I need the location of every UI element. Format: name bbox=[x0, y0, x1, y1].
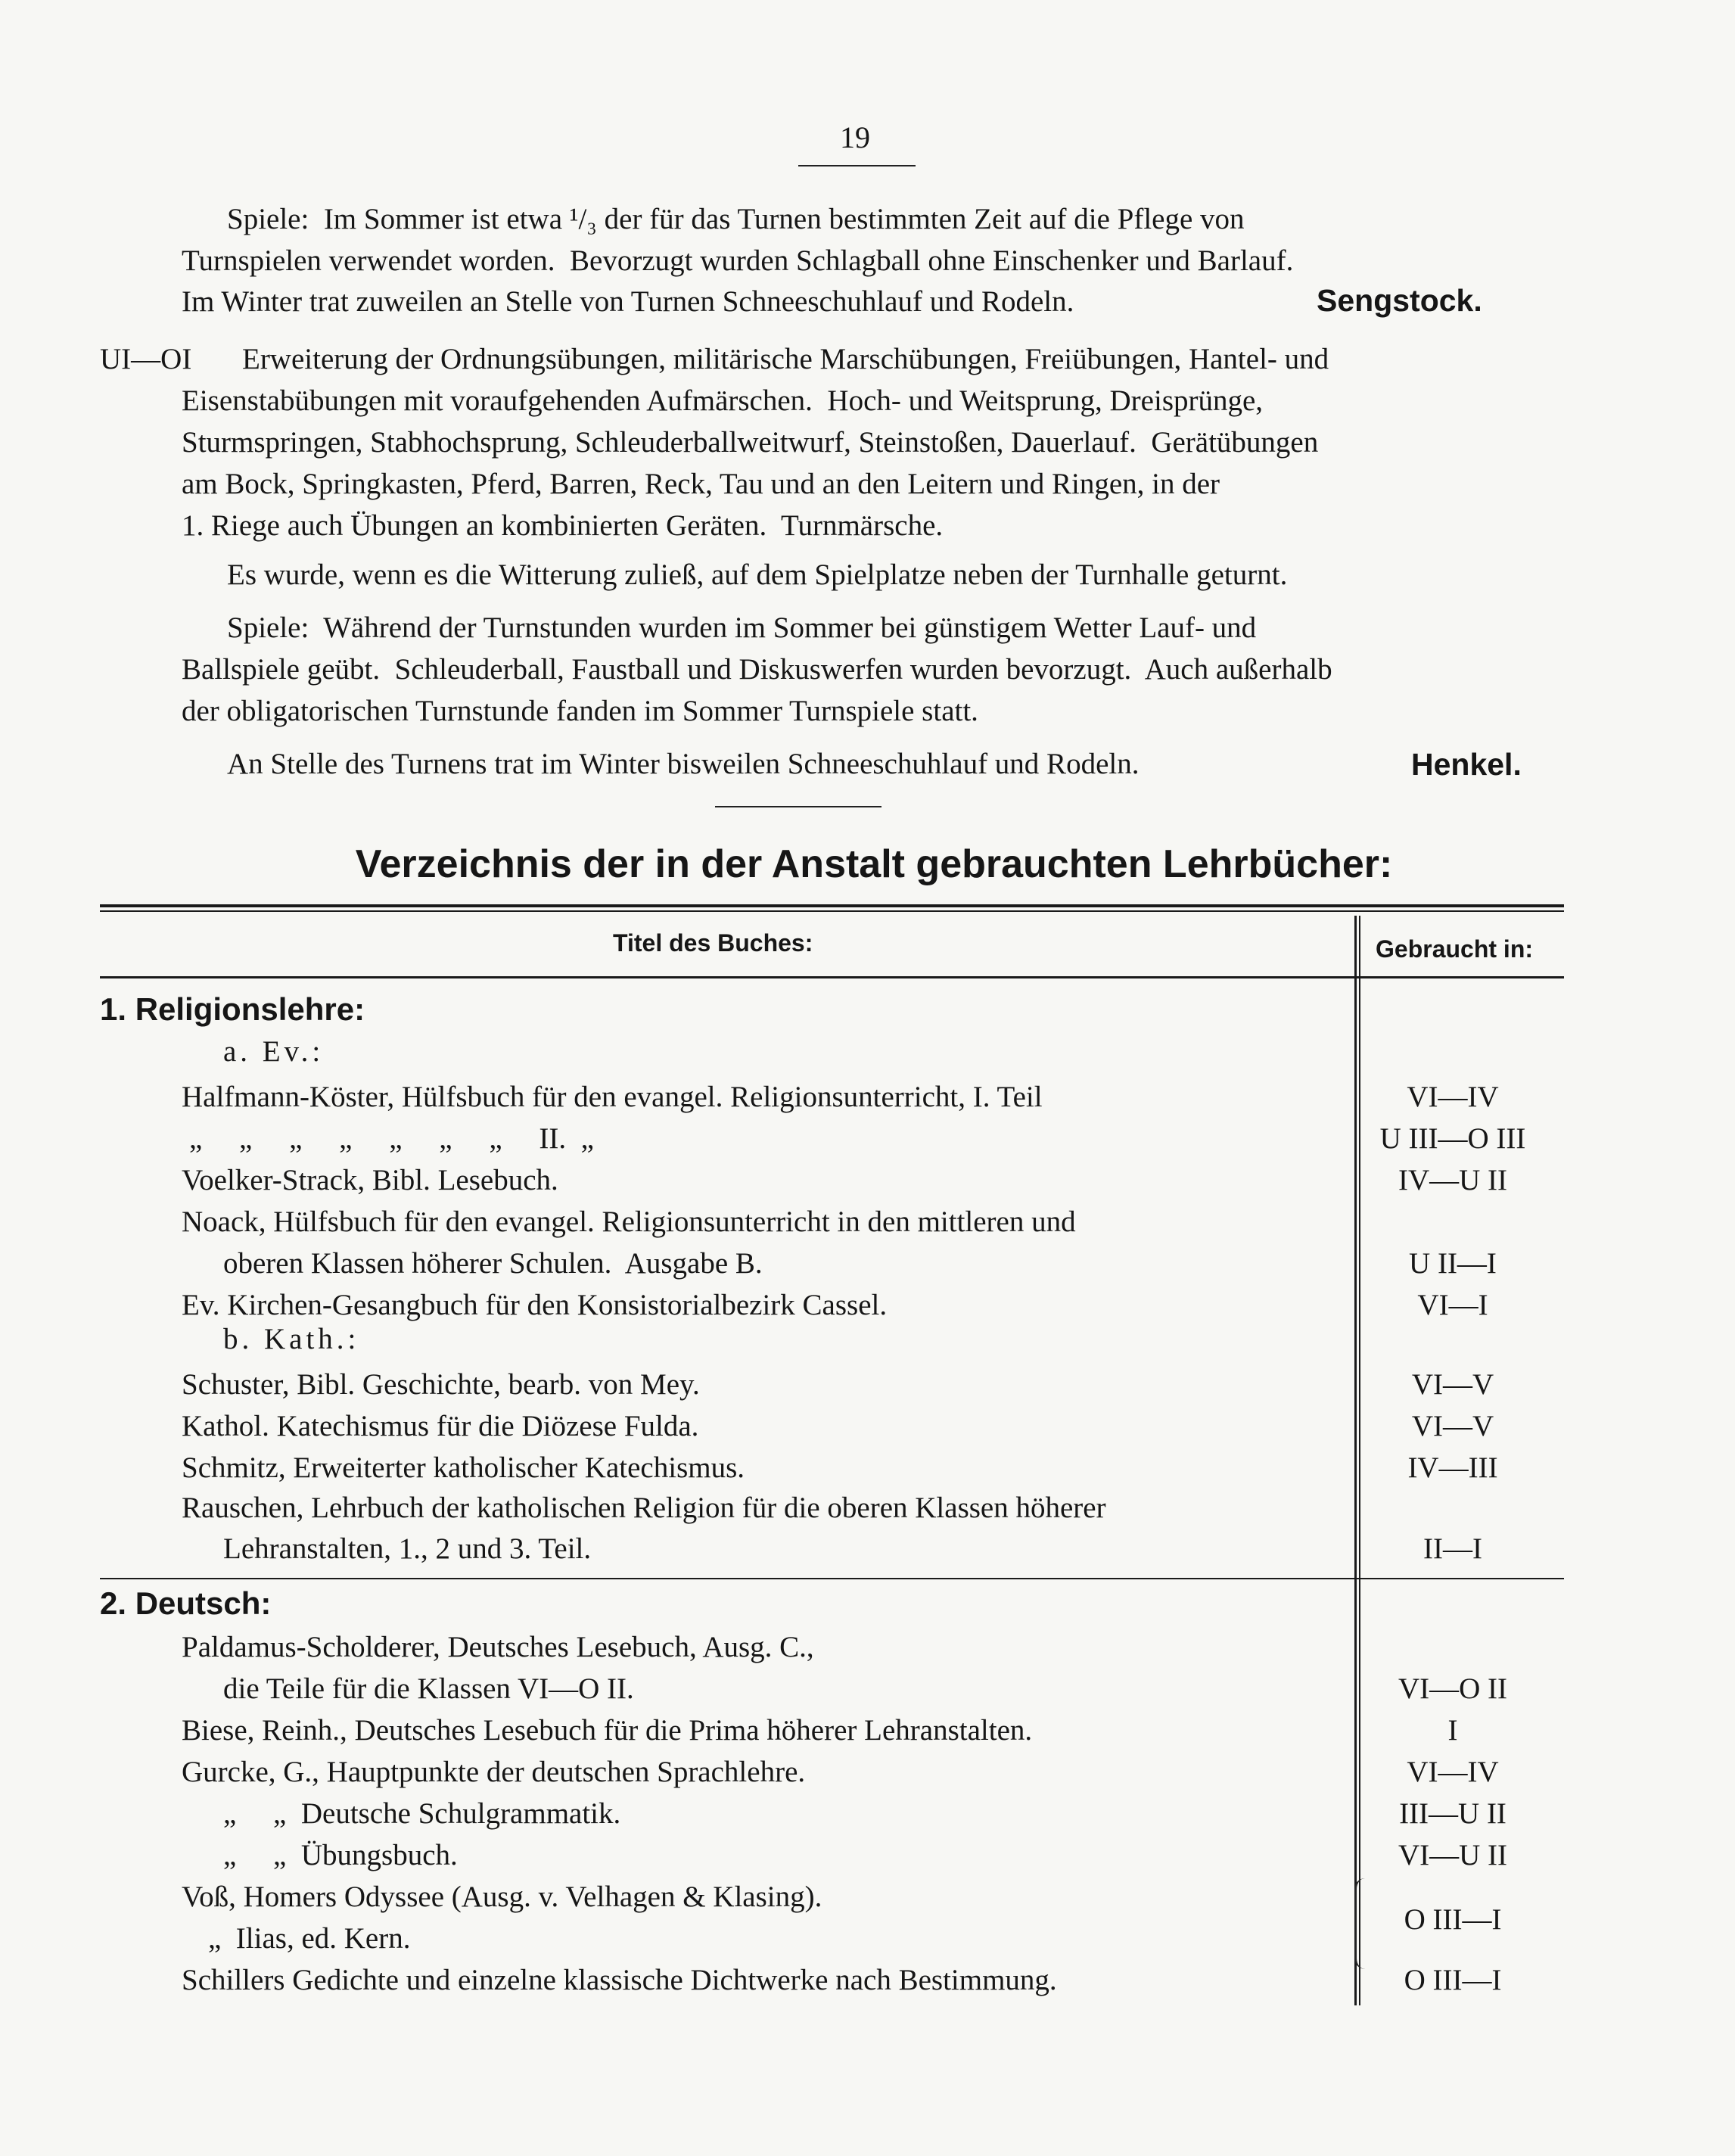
book-used-in: IV—III bbox=[1407, 1451, 1498, 1484]
book-title: Ev. Kirchen-Gesangbuch für den Konsistorialbezirk Cassel. bbox=[182, 1289, 888, 1321]
book-title: Paldamus-Scholderer, Deutsches Lesebuch, Ausg. C., bbox=[182, 1631, 814, 1663]
text-line: Eisenstabübungen mit voraufgehenden Aufmärschen. Hoch- und Weitsprung, Dreisprünge, bbox=[182, 384, 1264, 417]
book-title: Halfmann-Köster, Hülfsbuch für den evangel. Religionsunterricht, I. Teil bbox=[182, 1081, 1043, 1113]
table-top-rule bbox=[100, 904, 1564, 907]
text-line: Spiele: Im Sommer ist etwa ¹/₃ der für das Turnen bestimmten Zeit auf die Pflege von bbox=[227, 203, 1245, 235]
book-used-in: O III—I bbox=[1404, 1903, 1502, 1936]
text-line: An Stelle des Turnens trat im Winter bisweilen Schneeschuhlauf und Rodeln. bbox=[227, 748, 1140, 780]
section-divider bbox=[715, 806, 881, 807]
book-title: „ „ Übungsbuch. bbox=[223, 1839, 458, 1871]
book-title: Rauschen, Lehrbuch der katholischen Religion für die oberen Klassen höherer bbox=[182, 1492, 1106, 1524]
book-used-in: II—I bbox=[1423, 1532, 1482, 1565]
book-used-in: VI—U II bbox=[1398, 1839, 1508, 1871]
class-label: UI—OI bbox=[100, 343, 192, 375]
subsection-label: b. Kath.: bbox=[223, 1323, 360, 1355]
book-used-in: VI—I bbox=[1417, 1289, 1488, 1321]
teacher-signature: Sengstock. bbox=[1317, 283, 1482, 318]
table-column-rule bbox=[1354, 916, 1357, 2005]
book-used-in: VI—IV bbox=[1407, 1756, 1499, 1788]
book-used-in: VI—V bbox=[1411, 1410, 1494, 1442]
book-title: Noack, Hülfsbuch für den evangel. Religionsunterricht in den mittleren und bbox=[182, 1206, 1076, 1238]
book-title: Voelker-Strack, Bibl. Lesebuch. bbox=[182, 1164, 558, 1196]
book-title: Voß, Homers Odyssee (Ausg. v. Velhagen & Klasing). bbox=[182, 1881, 822, 1913]
text-line: Ballspiele geübt. Schleuderball, Faustball und Diskuswerfen wurden bevorzugt. Auch außerhalb bbox=[182, 653, 1332, 686]
column-header-used: Gebraucht in: bbox=[1376, 935, 1534, 963]
book-title: Gurcke, G., Hauptpunkte der deutschen Sprachlehre. bbox=[182, 1756, 806, 1788]
book-title: Schmitz, Erweiterter katholischer Katechismus. bbox=[182, 1451, 745, 1484]
text-line: Turnspielen verwendet worden. Bevorzugt wurden Schlagball ohne Einschenker und Barlauf. bbox=[182, 244, 1294, 277]
subsection-label: a. Ev.: bbox=[223, 1035, 325, 1068]
book-used-in: VI—O II bbox=[1398, 1672, 1508, 1705]
table-header-rule bbox=[100, 976, 1564, 978]
book-title: Lehranstalten, 1., 2 und 3. Teil. bbox=[223, 1532, 592, 1565]
column-header-title: Titel des Buches: bbox=[613, 929, 813, 957]
book-title: „ Ilias, ed. Kern. bbox=[208, 1922, 411, 1955]
book-title: Schillers Gedichte und einzelne klassische Dichtwerke nach Bestimmung. bbox=[182, 1964, 1057, 1996]
book-used-in: IV—U II bbox=[1398, 1164, 1508, 1196]
teacher-signature: Henkel. bbox=[1411, 747, 1522, 782]
text-line: Spiele: Während der Turnstunden wurden im Sommer bei günstigem Wetter Lauf- und bbox=[227, 611, 1257, 644]
book-title: die Teile für die Klassen VI—O II. bbox=[223, 1672, 634, 1705]
text-line: Im Winter trat zuweilen an Stelle von Turnen Schneeschuhlauf und Rodeln. bbox=[182, 285, 1074, 318]
book-used-in: VI—V bbox=[1411, 1368, 1494, 1401]
book-used-in: I bbox=[1447, 1714, 1458, 1747]
text-line: Es wurde, wenn es die Witterung zuließ, auf dem Spielplatze neben der Turnhalle geturnt. bbox=[227, 558, 1288, 591]
section-rule bbox=[100, 1578, 1564, 1579]
book-used-in: VI—IV bbox=[1407, 1081, 1499, 1113]
page-number: 19 bbox=[840, 120, 870, 154]
book-used-in: U II—I bbox=[1409, 1247, 1497, 1280]
book-title: oberen Klassen höherer Schulen. Ausgabe B. bbox=[223, 1247, 763, 1280]
text-line: Sturmspringen, Stabhochsprung, Schleuderballweitwurf, Steinstoßen, Dauerlauf. Gerätübungen bbox=[182, 426, 1319, 459]
page-title: Verzeichnis der in der Anstalt gebrauchten Lehrbücher: bbox=[355, 842, 1393, 886]
book-title: Schuster, Bibl. Geschichte, bearb. von Mey. bbox=[182, 1368, 700, 1401]
table-top-rule bbox=[100, 910, 1564, 912]
table-column-rule bbox=[1359, 916, 1360, 2005]
section-title: 1. Religionslehre: bbox=[100, 991, 365, 1027]
book-title: „ „ Deutsche Schulgrammatik. bbox=[223, 1797, 621, 1830]
book-used-in: III—U II bbox=[1399, 1797, 1506, 1830]
text-line: am Bock, Springkasten, Pferd, Barren, Reck, Tau und an den Leitern und Ringen, in der bbox=[182, 468, 1220, 500]
book-used-in: U III—O III bbox=[1379, 1122, 1526, 1155]
text-line: 1. Riege auch Übungen an kombinierten Geräten. Turnmärsche. bbox=[182, 509, 944, 542]
text-line: Erweiterung der Ordnungsübungen, militärische Marschübungen, Freiübungen, Hantel- und bbox=[242, 343, 1329, 375]
book-title: „ „ „ „ „ „ „ II. „ bbox=[189, 1122, 594, 1155]
page-number-rule bbox=[798, 165, 916, 166]
section-title: 2. Deutsch: bbox=[100, 1585, 272, 1621]
book-title: Biese, Reinh., Deutsches Lesebuch für die Prima höherer Lehranstalten. bbox=[182, 1714, 1033, 1747]
text-line: der obligatorischen Turnstunde fanden im Sommer Turnspiele statt. bbox=[182, 695, 978, 727]
book-used-in: O III—I bbox=[1404, 1964, 1502, 1996]
book-title: Kathol. Katechismus für die Diözese Fulda. bbox=[182, 1410, 699, 1442]
